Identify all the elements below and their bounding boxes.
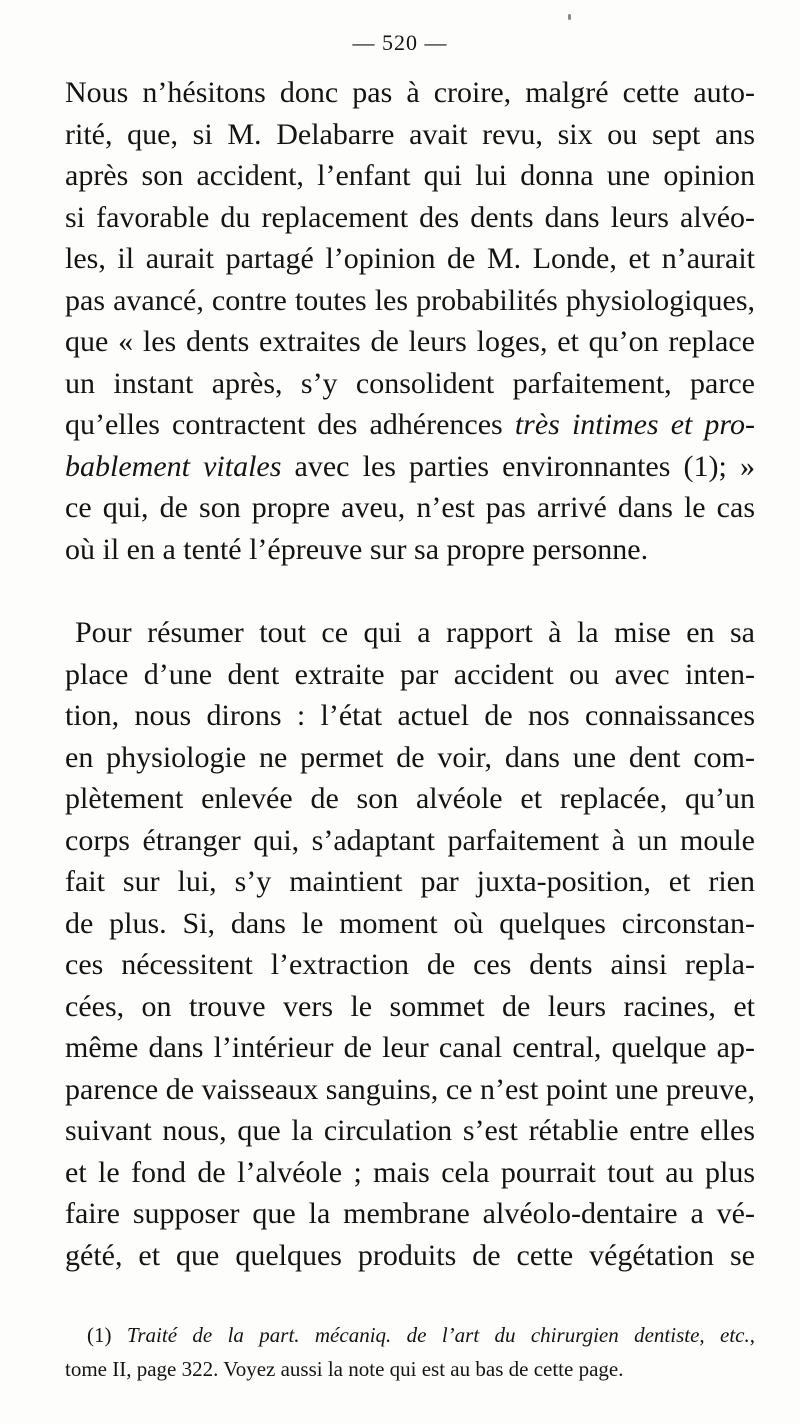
footnote-line: tome II, page 322. Voyez aussi la note qui est au bas de cette page. <box>65 1357 624 1381</box>
text-line: en physiologie ne permet de voir, dans une dent com- <box>65 740 755 774</box>
text-line: que « les dents extraites de leurs loges, et qu’on replace <box>65 325 755 358</box>
italic-run: bablement vitales <box>65 449 282 483</box>
text-line: même dans l’intérieur de leur canal central, quelque ap- <box>65 1031 755 1064</box>
text-run: qu’elles contractent des adhérences <box>65 408 515 441</box>
text-line: de plus. Si, dans le moment où quelques circonstan- <box>65 906 755 940</box>
text-line: place d’une dent extraite par accident ou avec inten- <box>65 657 755 691</box>
text-line: plètement enlevée de son alvéole et replacée, qu’un <box>65 782 755 815</box>
text-line: si favorable du replacement des dents dans leurs alvéo- <box>65 200 755 234</box>
text-line: suivant nous, que la circulation s’est rétablie entre elles <box>65 1114 755 1147</box>
page-number: — 520 — <box>352 30 448 55</box>
text-line: après son accident, l’enfant qui lui donna une opinion <box>65 159 755 192</box>
text-line: Pour résumer tout ce qui a rapport à la mise en sa <box>75 616 755 649</box>
text-line: gété, et que quelques produits de cette végétation se <box>65 1238 755 1272</box>
paragraph-2 <box>65 612 755 1276</box>
text-line: parence de vaisseaux sanguins, ce n’est point une preuve, <box>65 1072 755 1106</box>
text-line: cées, on trouve vers le sommet de leurs racines, et <box>65 989 755 1023</box>
text-line: un instant après, s’y consolident parfaitement, parce <box>65 366 755 400</box>
paragraph-1 <box>65 72 755 570</box>
text-line-with-italic <box>65 446 755 488</box>
text-line: ce qui, de son propre aveu, n’est pas arrivé dans le cas <box>65 491 755 524</box>
footnote-punct: , <box>749 1323 755 1347</box>
text-line: les, il aurait partagé l’opinion de M. Londe, et n’aurait <box>65 242 755 275</box>
text-line-with-italic <box>65 404 755 446</box>
footnote <box>65 1318 755 1386</box>
text-line: ces nécessitent l’extraction de ces dents ainsi repla- <box>65 948 755 981</box>
text-line: fait sur lui, s’y maintient par juxta-position, et rien <box>65 865 755 898</box>
footnote-marker: (1) <box>87 1323 112 1347</box>
text-line: tion, nous dirons : l’état actuel de nos connaissances <box>65 699 755 732</box>
ink-speck <box>568 14 571 20</box>
text-line: rité, que, si M. Delabarre avait revu, six ou sept ans <box>65 117 755 151</box>
text-line: faire supposer que la membrane alvéolo-dentaire a vé- <box>65 1197 755 1230</box>
footnote-title: Traité de la part. mécaniq. de l’art du chirurgien dentiste, etc. <box>126 1323 750 1347</box>
text-line: corps étranger qui, s’adaptant parfaitement à un moule <box>65 823 755 857</box>
italic-run: très intimes et pro- <box>514 408 755 441</box>
text-line: et le fond de l’alvéole ; mais cela pourrait tout au plus <box>65 1155 755 1189</box>
text-line: où il en a tenté l’épreuve sur sa propre personne. <box>65 532 649 566</box>
text-run: avec les parties environnantes (1); » <box>281 449 755 483</box>
text-line: Nous n’hésitons donc pas à croire, malgré cette auto- <box>65 76 755 109</box>
footnote-line <box>65 1318 755 1352</box>
text-line: pas avancé, contre toutes les probabilités physiologiques, <box>65 283 755 317</box>
